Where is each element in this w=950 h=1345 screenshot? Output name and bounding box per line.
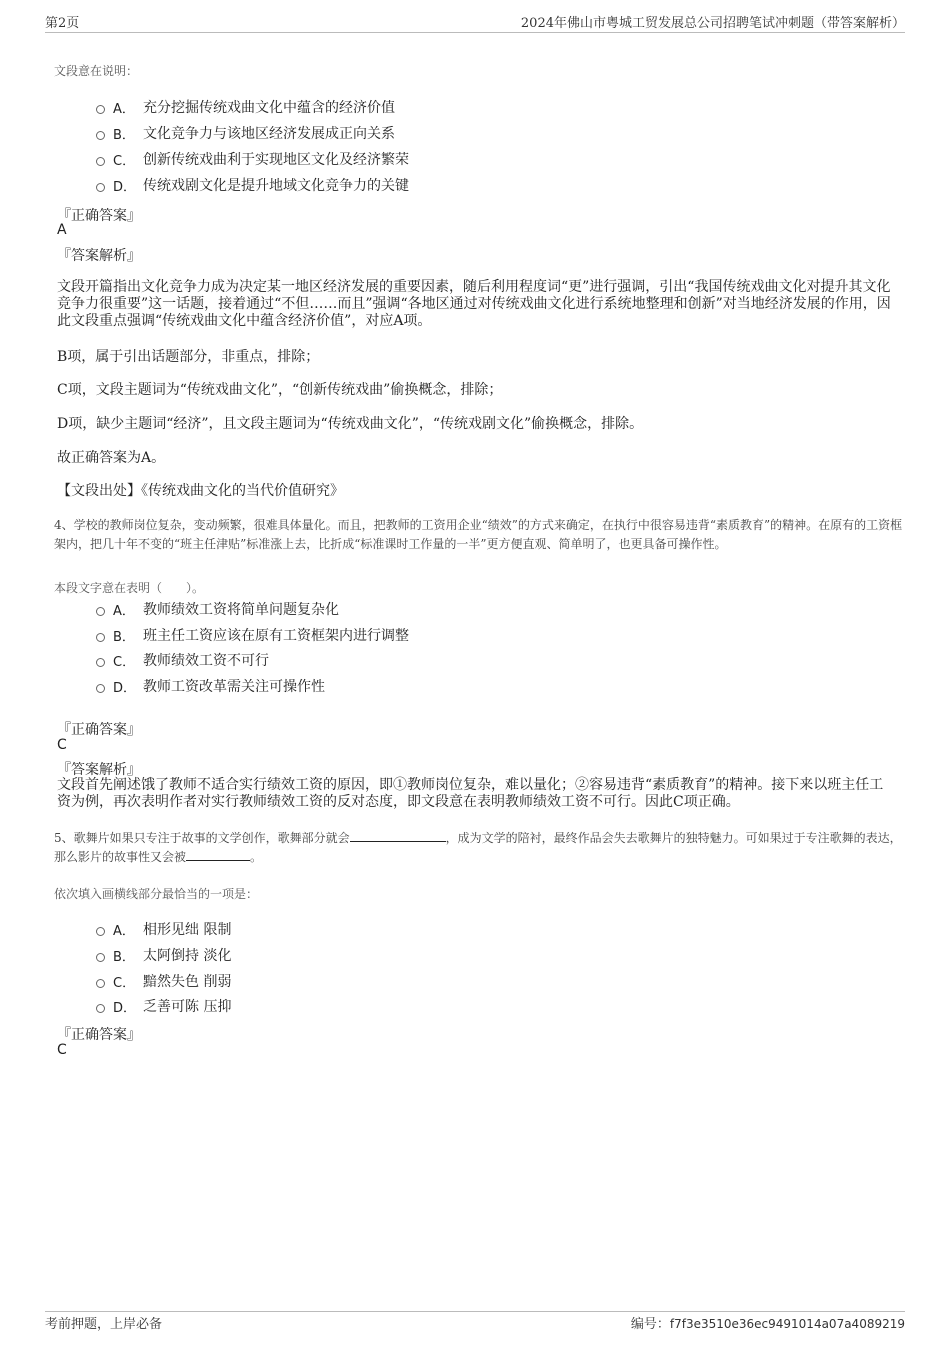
- q3-analysis-paragraph: 文段开篇指出文化竞争力成为决定某一地区经济发展的重要因素，随后利用程度词“更”进行强调，引出“我国传统戏曲文化对提升其文化竞争力很重要”这一话题，接着通过“不但……而且”强调“各地区通过对传统戏曲文化进行系统地整理和创新”对当地经济发展的作用，因此文段重点强调“传统戏曲文化中蕴含经济价值”，对应A项。: [57, 279, 891, 329]
- q3-prompt: 文段意在说明：: [54, 64, 139, 78]
- q4-answer-label: 『正确答案』: [57, 722, 141, 738]
- radio-button-icon[interactable]: [96, 1004, 105, 1013]
- q5-answer-label: 『正确答案』: [57, 1027, 141, 1043]
- q4-option-b[interactable]: B． 班主任工资应该在原有工资框架内进行调整: [96, 625, 409, 645]
- q3-conclusion: 故正确答案为A。: [57, 450, 166, 466]
- q5-prompt: 依次填入画横线部分最恰当的一项是：: [54, 887, 259, 901]
- document-code-value: f7f3e3510e36ec9491014a07a4089219: [669, 1317, 905, 1331]
- document-title: 2024年佛山市粤城工贸发展总公司招聘笔试冲刺题（带答案解析）: [520, 16, 905, 31]
- q4-option-c[interactable]: C． 教师绩效工资不可行: [96, 650, 269, 670]
- q3-answer-label: 『正确答案』: [57, 208, 141, 224]
- radio-button-icon[interactable]: [96, 131, 105, 140]
- fill-blank-2[interactable]: [186, 848, 250, 861]
- q5-answer: C: [57, 1042, 67, 1058]
- q3-option-c[interactable]: C． 创新传统戏曲利于实现地区文化及经济繁荣: [96, 149, 409, 169]
- footer-divider: [45, 1311, 905, 1312]
- page-number: 第2页: [45, 16, 80, 31]
- q3-analysis-d: D项，缺少主题词“经济”，且文段主题词为“传统戏曲文化”，“传统戏剧文化”偷换概念，排除。: [57, 416, 644, 432]
- radio-button-icon[interactable]: [96, 633, 105, 642]
- radio-button-icon[interactable]: [96, 953, 105, 962]
- q3-analysis-c: C项，文段主题词为“传统戏曲文化”，“创新传统戏曲”偷换概念，排除；: [57, 382, 503, 398]
- q4-prompt: 本段文字意在表明（ ）。: [54, 581, 205, 595]
- q3-option-d[interactable]: D． 传统戏剧文化是提升地域文化竞争力的关键: [96, 175, 409, 195]
- q4-answer: C: [57, 737, 67, 753]
- q5-option-b[interactable]: B． 太阿倒持 淡化: [96, 945, 231, 965]
- q5-option-c[interactable]: C． 黯然失色 削弱: [96, 971, 231, 991]
- radio-button-icon[interactable]: [96, 607, 105, 616]
- q5-stem: 5、歌舞片如果只专注于故事的文学创作，歌舞部分就会 ，成为文学的陪衬，最终作品会失去歌舞片的独特魅力。可如果过于专注歌舞的表达，那么影片的故事性又会被 。: [54, 831, 902, 864]
- q5-option-a[interactable]: A． 相形见绌 限制: [96, 919, 231, 939]
- q4-stem: 4、学校的教师岗位复杂，变动频繁，很难具体量化。而且，把教师的工资用企业“绩效”的方式来确定，在执行中很容易违背“素质教育”的精神。在原有的工资框架内，把几十年不变的“班主任津贴”标准涨上去，比折成“标准课时工作量的一半”更方便直观、简单明了，也更具备可操作性。: [54, 518, 903, 551]
- radio-button-icon[interactable]: [96, 684, 105, 693]
- footer-slogan: 考前押题，上岸必备: [45, 1317, 163, 1332]
- q3-source: 【文段出处】《传统戏曲文化的当代价值研究》: [57, 483, 344, 499]
- q4-analysis-label: 『答案解析』: [57, 762, 141, 778]
- radio-button-icon[interactable]: [96, 183, 105, 192]
- document-code: [631, 1313, 905, 1332]
- q3-option-b[interactable]: B． 文化竞争力与该地区经济发展成正向关系: [96, 123, 395, 143]
- q4-option-d[interactable]: D． 教师工资改革需关注可操作性: [96, 676, 325, 696]
- fill-blank-1[interactable]: [350, 829, 446, 842]
- radio-button-icon[interactable]: [96, 658, 105, 667]
- q4-analysis: 文段首先阐述饿了教师不适合实行绩效工资的原因，即①教师岗位复杂，难以量化；②容易违背“素质教育”的精神。接下来以班主任工资为例，再次表明作者对实行教师绩效工资的反对态度，即文段意在表明教师绩效工资不可行。因此C项正确。: [57, 777, 884, 810]
- radio-button-icon[interactable]: [96, 979, 105, 988]
- q3-analysis-b: B项，属于引出话题部分，非重点，排除；: [57, 349, 320, 365]
- header-divider: [45, 32, 905, 33]
- radio-button-icon[interactable]: [96, 105, 105, 114]
- q3-answer: A: [57, 222, 67, 238]
- q5-option-d[interactable]: D． 乏善可陈 压抑: [96, 996, 231, 1016]
- radio-button-icon[interactable]: [96, 927, 105, 936]
- q3-analysis-label: 『答案解析』: [57, 248, 141, 264]
- document-code-label: 编号：: [630, 1317, 670, 1332]
- q4-option-a[interactable]: A． 教师绩效工资将简单问题复杂化: [96, 599, 339, 619]
- q3-option-a[interactable]: A． 充分挖掘传统戏曲文化中蕴含的经济价值: [96, 97, 395, 117]
- radio-button-icon[interactable]: [96, 157, 105, 166]
